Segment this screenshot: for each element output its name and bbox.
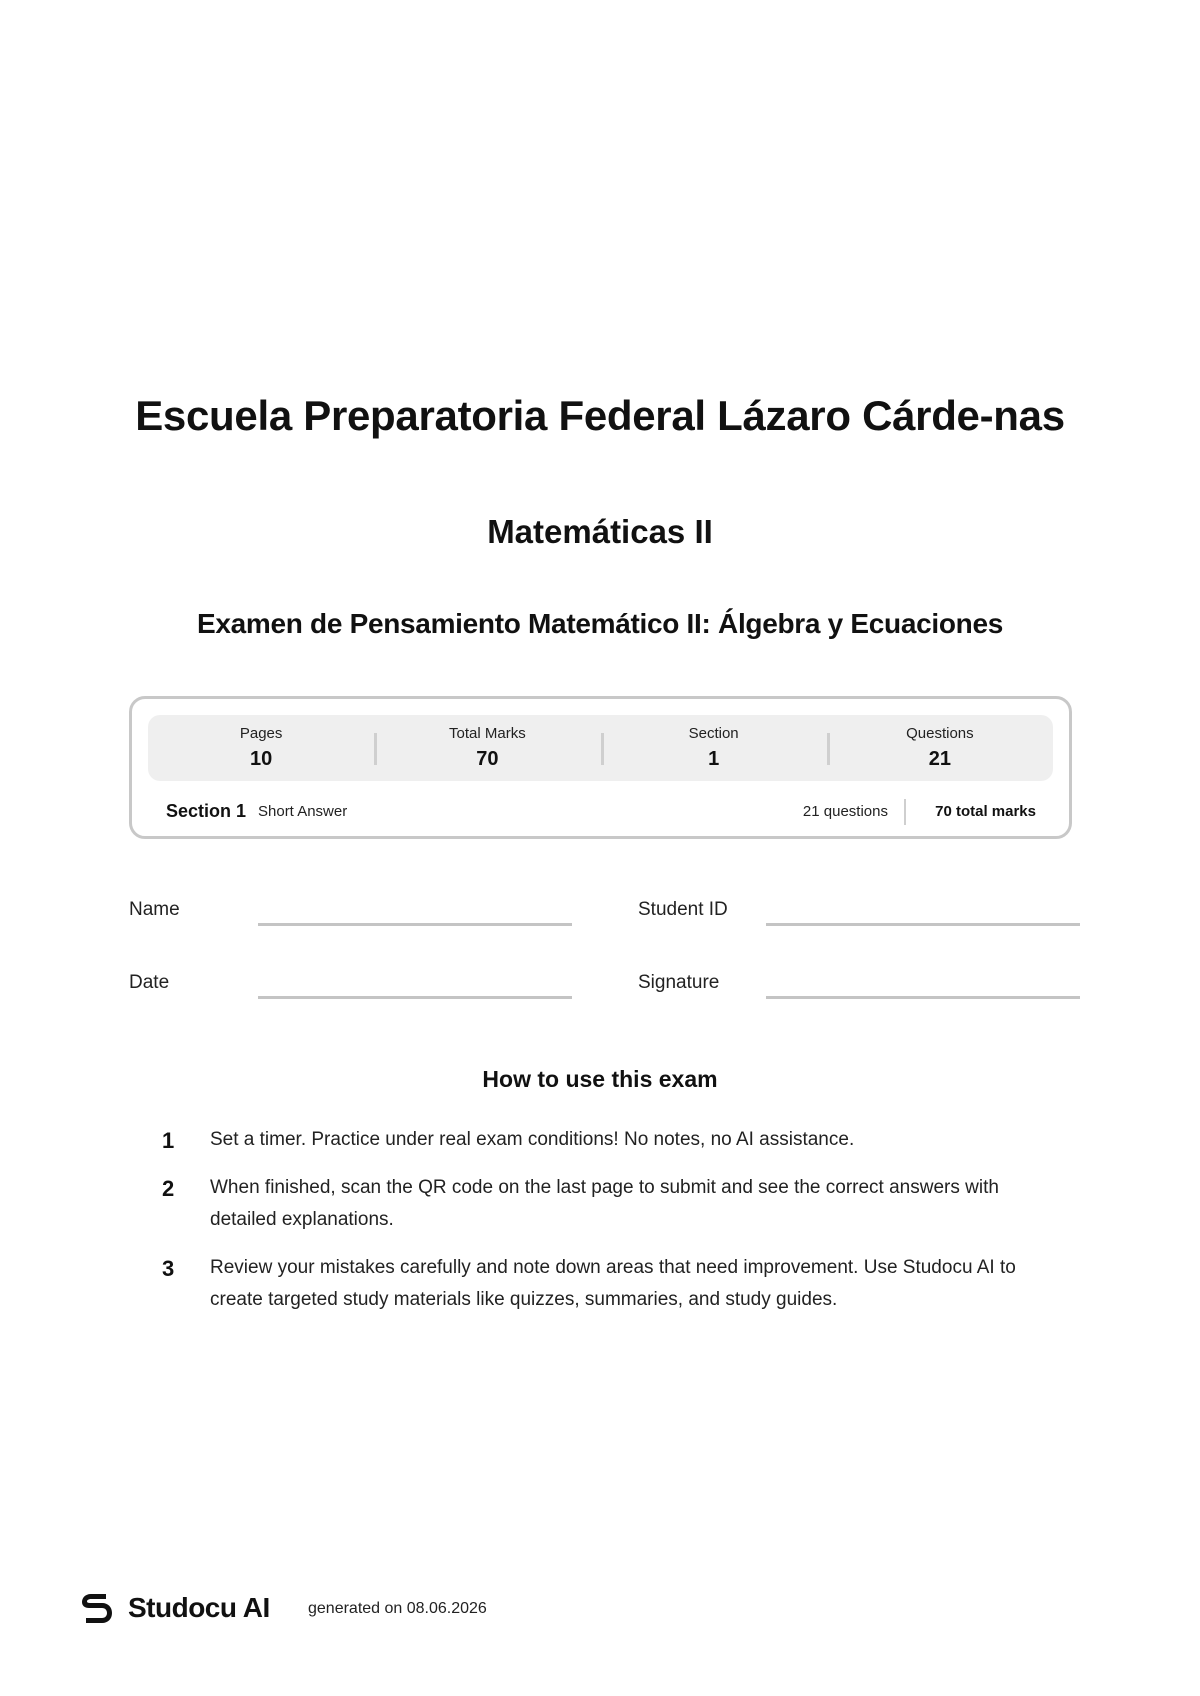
stat-label: Total Marks bbox=[449, 725, 526, 742]
name-field[interactable] bbox=[258, 923, 572, 926]
step-text: Set a timer. Practice under real exam conditions! No notes, no AI assistance. bbox=[210, 1129, 855, 1150]
name-label: Name bbox=[129, 899, 180, 920]
section-type: Short Answer bbox=[258, 803, 348, 820]
instructions-list bbox=[160, 1124, 1060, 1332]
section-divider bbox=[904, 799, 906, 825]
step-number: 2 bbox=[162, 1176, 175, 1201]
stat-label: Pages bbox=[239, 725, 283, 742]
date-field[interactable] bbox=[258, 996, 572, 999]
stat-questions bbox=[827, 715, 1053, 781]
list-item bbox=[160, 1172, 1060, 1236]
stat-value: 1 bbox=[708, 748, 720, 770]
section-name: Section 1 bbox=[166, 801, 247, 821]
exam-summary-card bbox=[129, 696, 1072, 839]
student-id-label: Student ID bbox=[638, 899, 728, 920]
list-item bbox=[160, 1124, 1060, 1156]
list-item bbox=[160, 1252, 1060, 1316]
exam-title: Examen de Pensamiento Matemático II: Álgebra y Ecuaciones bbox=[196, 608, 1004, 639]
stat-value: 10 bbox=[250, 748, 273, 770]
stats-row bbox=[148, 715, 1053, 781]
signature-field[interactable] bbox=[766, 996, 1080, 999]
stat-pages bbox=[148, 715, 374, 781]
stat-value: 21 bbox=[928, 748, 951, 770]
stat-section bbox=[601, 715, 827, 781]
step-number: 1 bbox=[162, 1128, 175, 1153]
step-text: When finished, scan the QR code on the last page to submit and see the correct answers with detailed explanations. bbox=[210, 1177, 999, 1230]
footer bbox=[78, 1588, 678, 1628]
stat-value: 70 bbox=[476, 748, 499, 770]
stat-label: Section bbox=[688, 725, 739, 742]
school-name: Escuela Preparatoria Federal Lázaro Cárde-nas bbox=[135, 392, 1065, 439]
generated-date: generated on 08.06.2026 bbox=[308, 1600, 487, 1617]
subject-title: Matemáticas II bbox=[487, 513, 713, 550]
section-question-count: 21 questions bbox=[802, 803, 888, 820]
section-summary-row bbox=[166, 799, 1036, 823]
step-text: Review your mistakes carefully and note down areas that need improvement. Use Studocu AI to create targeted study materials like quizzes, summaries, and study guides. bbox=[210, 1257, 1016, 1310]
stat-label: Questions bbox=[906, 725, 974, 742]
brand-name: Studocu AI bbox=[128, 1592, 270, 1623]
studocu-logo-icon bbox=[78, 1590, 114, 1626]
date-label: Date bbox=[129, 972, 170, 993]
student-id-field[interactable] bbox=[766, 923, 1080, 926]
step-number: 3 bbox=[162, 1256, 175, 1281]
signature-label: Signature bbox=[638, 972, 720, 993]
section-total-marks: 70 total marks bbox=[935, 803, 1036, 820]
instructions-heading: How to use this exam bbox=[482, 1066, 718, 1092]
stat-total-marks bbox=[374, 715, 600, 781]
